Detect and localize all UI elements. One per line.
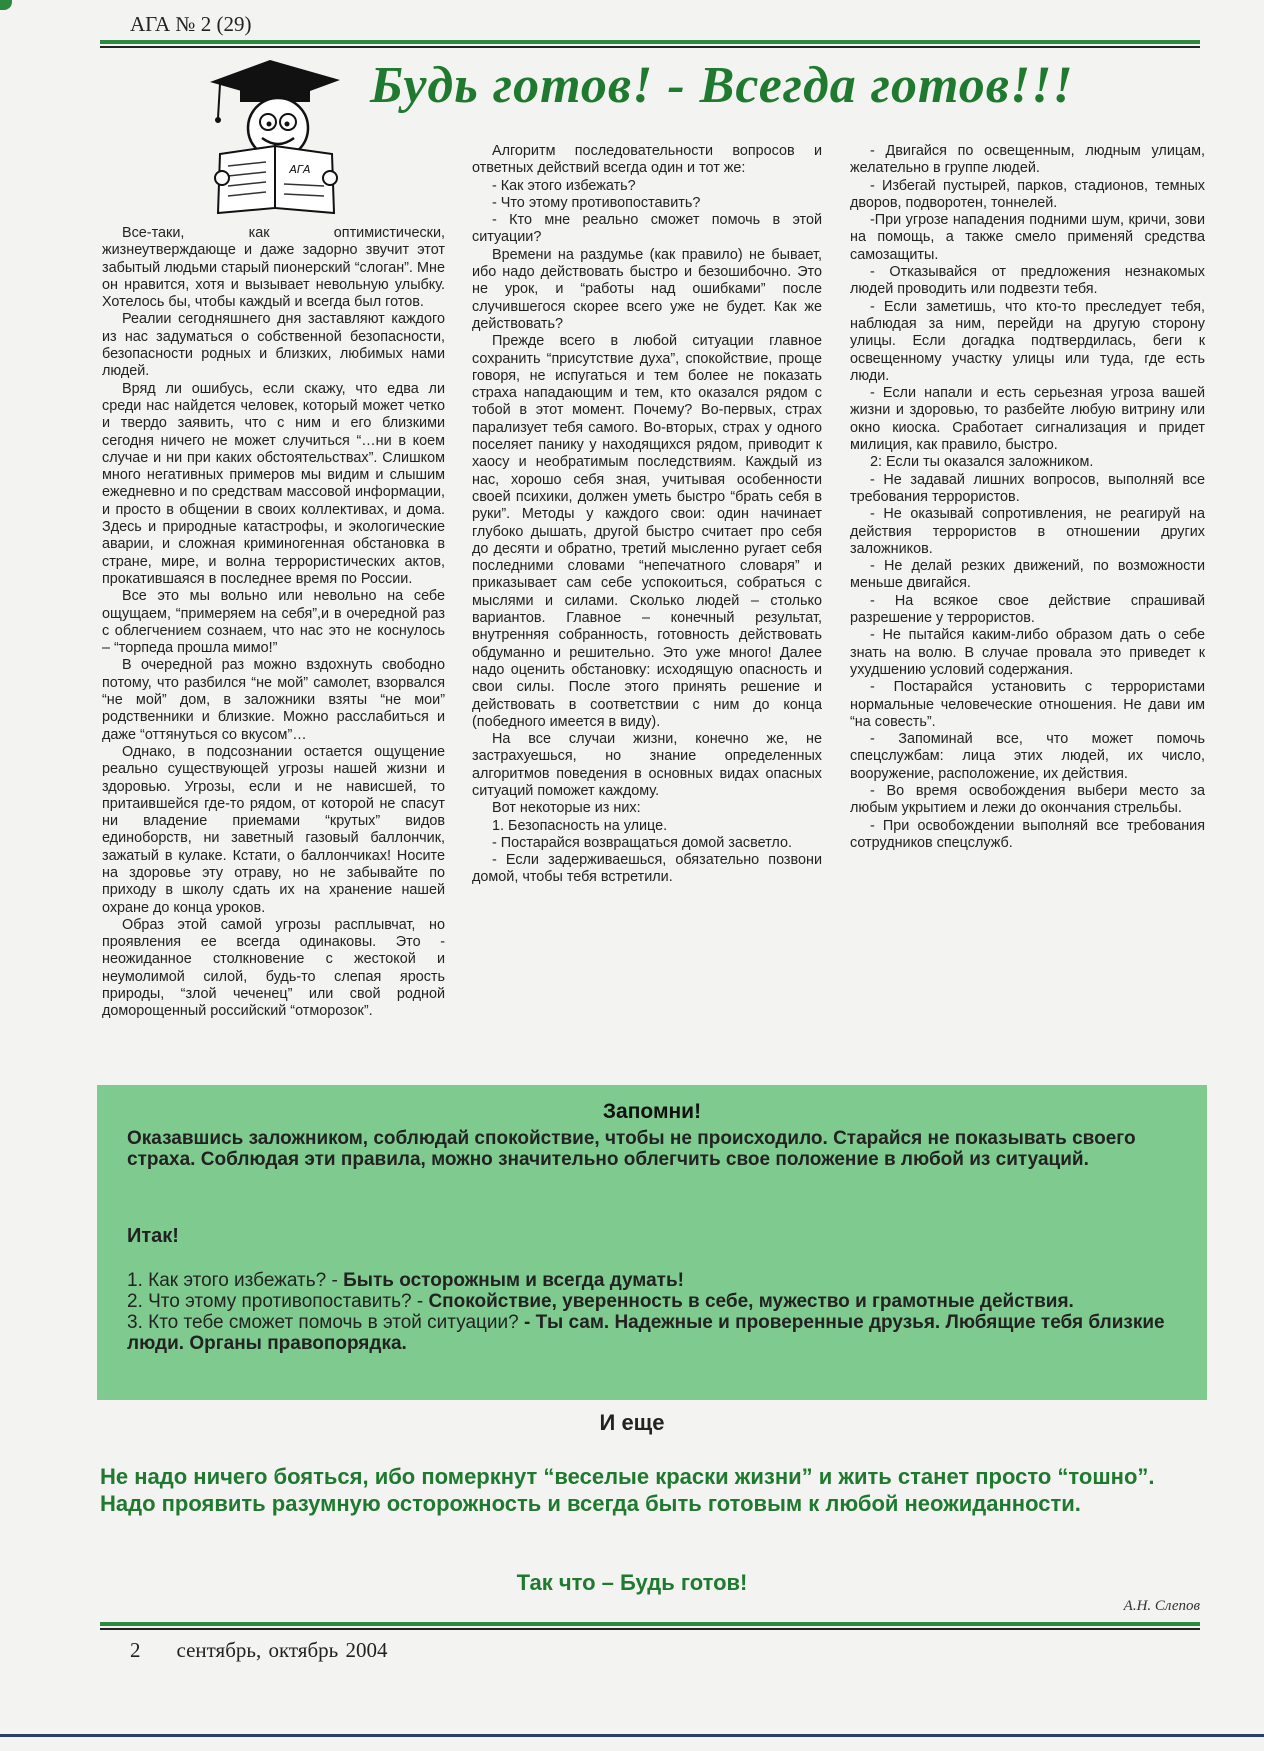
- remember-title: Запомни!: [602, 1100, 702, 1123]
- paragraph: На все случаи жизни, конечно же, не застрахуешься, но знание определенных алгоритмов поведения в основных видах опасных ситуаций поможет каждому.: [472, 731, 822, 799]
- paragraph: - Избегай пустырей, парков, стадионов, темных дворов, подворотен, тоннелей.: [850, 177, 1205, 211]
- paragraph: - Если задерживаешься, обязательно позвони домой, чтобы тебя встретили.: [472, 852, 822, 886]
- paragraph: -При угрозе нападения подними шум, кричи, зови на помощь, а также смело применяй средства самозащиты.: [850, 212, 1205, 263]
- paragraph: Образ этой самой угрозы расплывчат, но проявления ее всегда одинаковы. Это - неожиданное столкновение с жестокой и неумолимой силой, будь-то слепая ярость природы, “злой чеченец” или свой родной доморощенный российский “отморозок”.: [102, 916, 445, 1020]
- summary-answer: Спокойствие, уверенность в себе, мужество и грамотные действия.: [428, 1291, 1074, 1312]
- paragraph: - Если напали и есть серьезная угроза вашей жизни и здоровью, то разбейте любую витрину или окно киоска. Сработает сигнализация и придет милиция, как правило, быстро.: [850, 385, 1205, 454]
- summary-question: 3. Кто тебе сможет помочь в этой ситуации?: [127, 1312, 525, 1333]
- paragraph: - Двигайся по освещенным, людным улицам, желательно в группе людей.: [850, 143, 1205, 177]
- author-signature: А.Н. Слепов: [1123, 1598, 1200, 1614]
- closing-text: Не надо ничего бояться, ибо померкнут “веселые краски жизни” и жить станет просто “тошно”. Надо проявить разумную осторожность и всегда быть готовым к любой неожиданности.: [100, 1464, 1155, 1516]
- paragraph: - Не оказывай сопротивления, не реагируй на действия террористов в отношении других заложников.: [850, 506, 1205, 557]
- mascot-newspaper-icon: [200, 58, 350, 218]
- article-column-3: [850, 143, 1205, 852]
- summary-heading: Итак!: [127, 1225, 179, 1247]
- paragraph: Вряд ли ошибусь, если скажу, что едва ли среди нас найдется человек, который может четко и твердо заявить, что с ним и его близкими сегодня ничего не может случиться “…ни в коем случае и ни при каких обстоятельствах”. Слишком много негативных примеров мы видим и слышим ежедневно и по средствам массовой информации, и просто в общении в своих коллективах, и дома. Здесь и природные катастрофы, и экологические аварии, и сложная криминогенная обстановка в стране, мире, и волна террористических актов, прокатившаяся в последнее время по России.: [102, 380, 445, 587]
- article-title: Будь готов! - Всегда готов!!!: [370, 57, 1074, 114]
- corner-mark: [0, 0, 12, 10]
- closing-final: Так что – Будь готов!: [516, 1570, 748, 1595]
- footer: [130, 1638, 387, 1663]
- paragraph: - Не пытайся каким-либо образом дать о себе знать на волю. В случае провала это приведет к ухудшению условий содержания.: [850, 627, 1205, 678]
- summary-item: [127, 1291, 1177, 1312]
- paragraph: - Не делай резких движений, по возможности меньше двигайся.: [850, 558, 1205, 592]
- paragraph: - Постарайся возвращаться домой засветло.: [492, 834, 792, 851]
- header-rule: [100, 40, 1200, 48]
- paragraph: Реалии сегодняшнего дня заставляют каждого из нас задуматься о собственной безопасности, безопасности родных и близких, любимых нами людей.: [102, 311, 445, 380]
- summary-item: [127, 1270, 1177, 1291]
- summary-list: [127, 1270, 1177, 1354]
- remember-box: [97, 1085, 1207, 1400]
- paragraph: - Как этого избежать?: [492, 177, 636, 194]
- scan-edge-line: [0, 1734, 1264, 1737]
- paragraph: - Отказывайся от предложения незнакомых людей проводить или подвезти тебя.: [850, 264, 1205, 298]
- paragraph: В очередной раз можно вздохнуть свободно потому, что разбился “не мой” самолет, взорвался “не мой” дом, в заложники взяты “не мои” родственники и близкие. Можно расслабиться и даже “оттянуться со вкусом”…: [102, 657, 445, 743]
- article-column-2: [472, 143, 822, 887]
- paragraph: - Во время освобождения выбери место за любым укрытием и лежи до окончания стрельбы.: [850, 782, 1205, 817]
- summary-question: 1. Как этого избежать? -: [127, 1270, 344, 1291]
- summary-item: [127, 1312, 1177, 1354]
- paragraph: Времени на раздумье (как правило) не бывает, ибо надо действовать быстро и безошибочно. Это не урок, и “работы над ошибками” после случившегося скорее всего уже не будет. Как же действовать?: [472, 246, 822, 332]
- footer-rule: [100, 1622, 1200, 1630]
- mascot-paper-text: АГА: [289, 163, 311, 176]
- summary-question: 2. Что этому противопоставить? -: [127, 1291, 429, 1312]
- paragraph: Все-таки, как оптимистически, жизнеутверждающе и даже задорно звучит этот забытый людьми старый пионерский “слоган”. Мне он нравится, хотя и вызывает невольную улыбку. Хотелось бы, чтобы каждый и всегда был готов.: [102, 225, 445, 311]
- paragraph: - Если заметишь, что кто-то преследует тебя, наблюдая за ним, перейди на другую сторону улицы. Если догадка подтвердилась, беги к освещенному участку улицы или туда, где есть люди.: [850, 298, 1205, 384]
- article-column-1: [102, 225, 445, 1021]
- summary-answer: - Ты сам. Надежные и проверенные друзья. Любящие тебя близкие люди. Органы правопорядка.: [127, 1312, 1165, 1354]
- issue-date: сентябрь, октябрь 2004: [176, 1638, 388, 1662]
- paragraph: Однако, в подсознании остается ощущение реально существующей угрозы нашей жизни и здоровью. Угрозы, если и не нависшей, то притаившейся где-то рядом, от которой не спасут ни владение приемами “крутых” видов единоборств, ни заветный газовый баллончик, зажатый в кулаке. Кстати, о баллончиках! Носите на здоровье эту отраву, но не забывайте по приходу в школу сдать их на хранение нашей охране до конца уроков.: [102, 743, 445, 916]
- paragraph: - Не задавай лишних вопросов, выполняй все требования террористов.: [850, 471, 1205, 505]
- paragraph: - На всякое свое действие спрашивай разрешение у террористов.: [850, 592, 1205, 627]
- paragraph: - При освобождении выполняй все требования сотрудников спецслужб.: [850, 817, 1205, 851]
- summary-answer: Быть осторожным и всегда думать!: [343, 1270, 684, 1291]
- paragraph: - Что этому противопоставить?: [492, 194, 701, 211]
- paragraph: Все это мы вольно или невольно на себе ощущаем, “примеряем на себя”,и в очередной раз с облегчением сознаем, что нас это не коснулось – “торпеда прошла мимо!”: [102, 588, 445, 657]
- and-more-heading: И еще: [599, 1410, 665, 1435]
- paragraph: Прежде всего в любой ситуации главное сохранить “присутствие духа”, спокойствие, проще говоря, не испугаться и тем более не показать страха нападающим и тем, кто оказался рядом с тобой в этот момент. Почему? Во-первых, страх парализует тебя самого. Во-вторых, страх у одного поселяет панику у находящихся рядом, приводит к хаосу и необратимым последствиям. Каждый из нас, хорошо себя зная, учитывая особенности своей психики, должен уметь быстро “брать себя в руки”. Методы у каждого свои: один начинает глубоко дышать, другой быстро считает про себя до десяти и обратно, третий мысленно ругает себя последними словами “непечатного словаря” и приказывает сам себе успокоиться, собраться с мыслями и силами. Сколько людей – столько вариантов. Главное – конечный результат, внутренняя собранность, готовность действовать обдуманно и решительно. Это уже много! Далее надо оценить обстановку: исходящую опасность и свои силы. После этого принять решение и действовать в соответствии с ним до конца (победного имеется в виду).: [472, 333, 822, 730]
- paragraph: Алгоритм последовательности вопросов и ответных действий всегда один и тот же:: [472, 143, 822, 177]
- paragraph: - Запоминай все, что может помочь спецслужбам: лица этих людей, их число, вооружение, расположение, их действия.: [850, 731, 1205, 782]
- remember-text: Оказавшись заложником, соблюдай спокойствие, чтобы не происходило. Старайся не показывать своего страха. Соблюдая эти правила, можно значительно облегчить свое положение в любой из ситуаций.: [127, 1128, 1136, 1170]
- page-number: 2: [130, 1638, 141, 1662]
- paragraph: 2: Если ты оказался заложником.: [870, 454, 1094, 471]
- paragraph: - Кто мне реально сможет помочь в этой ситуации?: [472, 212, 822, 246]
- paragraph: - Постарайся установить с террористами нормальные человеческие отношения. Не дави им “на совесть”.: [850, 679, 1205, 730]
- paragraph: 1. Безопасность на улице.: [492, 817, 668, 834]
- paragraph: Вот некоторые из них:: [492, 800, 641, 817]
- issue-label: АГА № 2 (29): [130, 12, 252, 36]
